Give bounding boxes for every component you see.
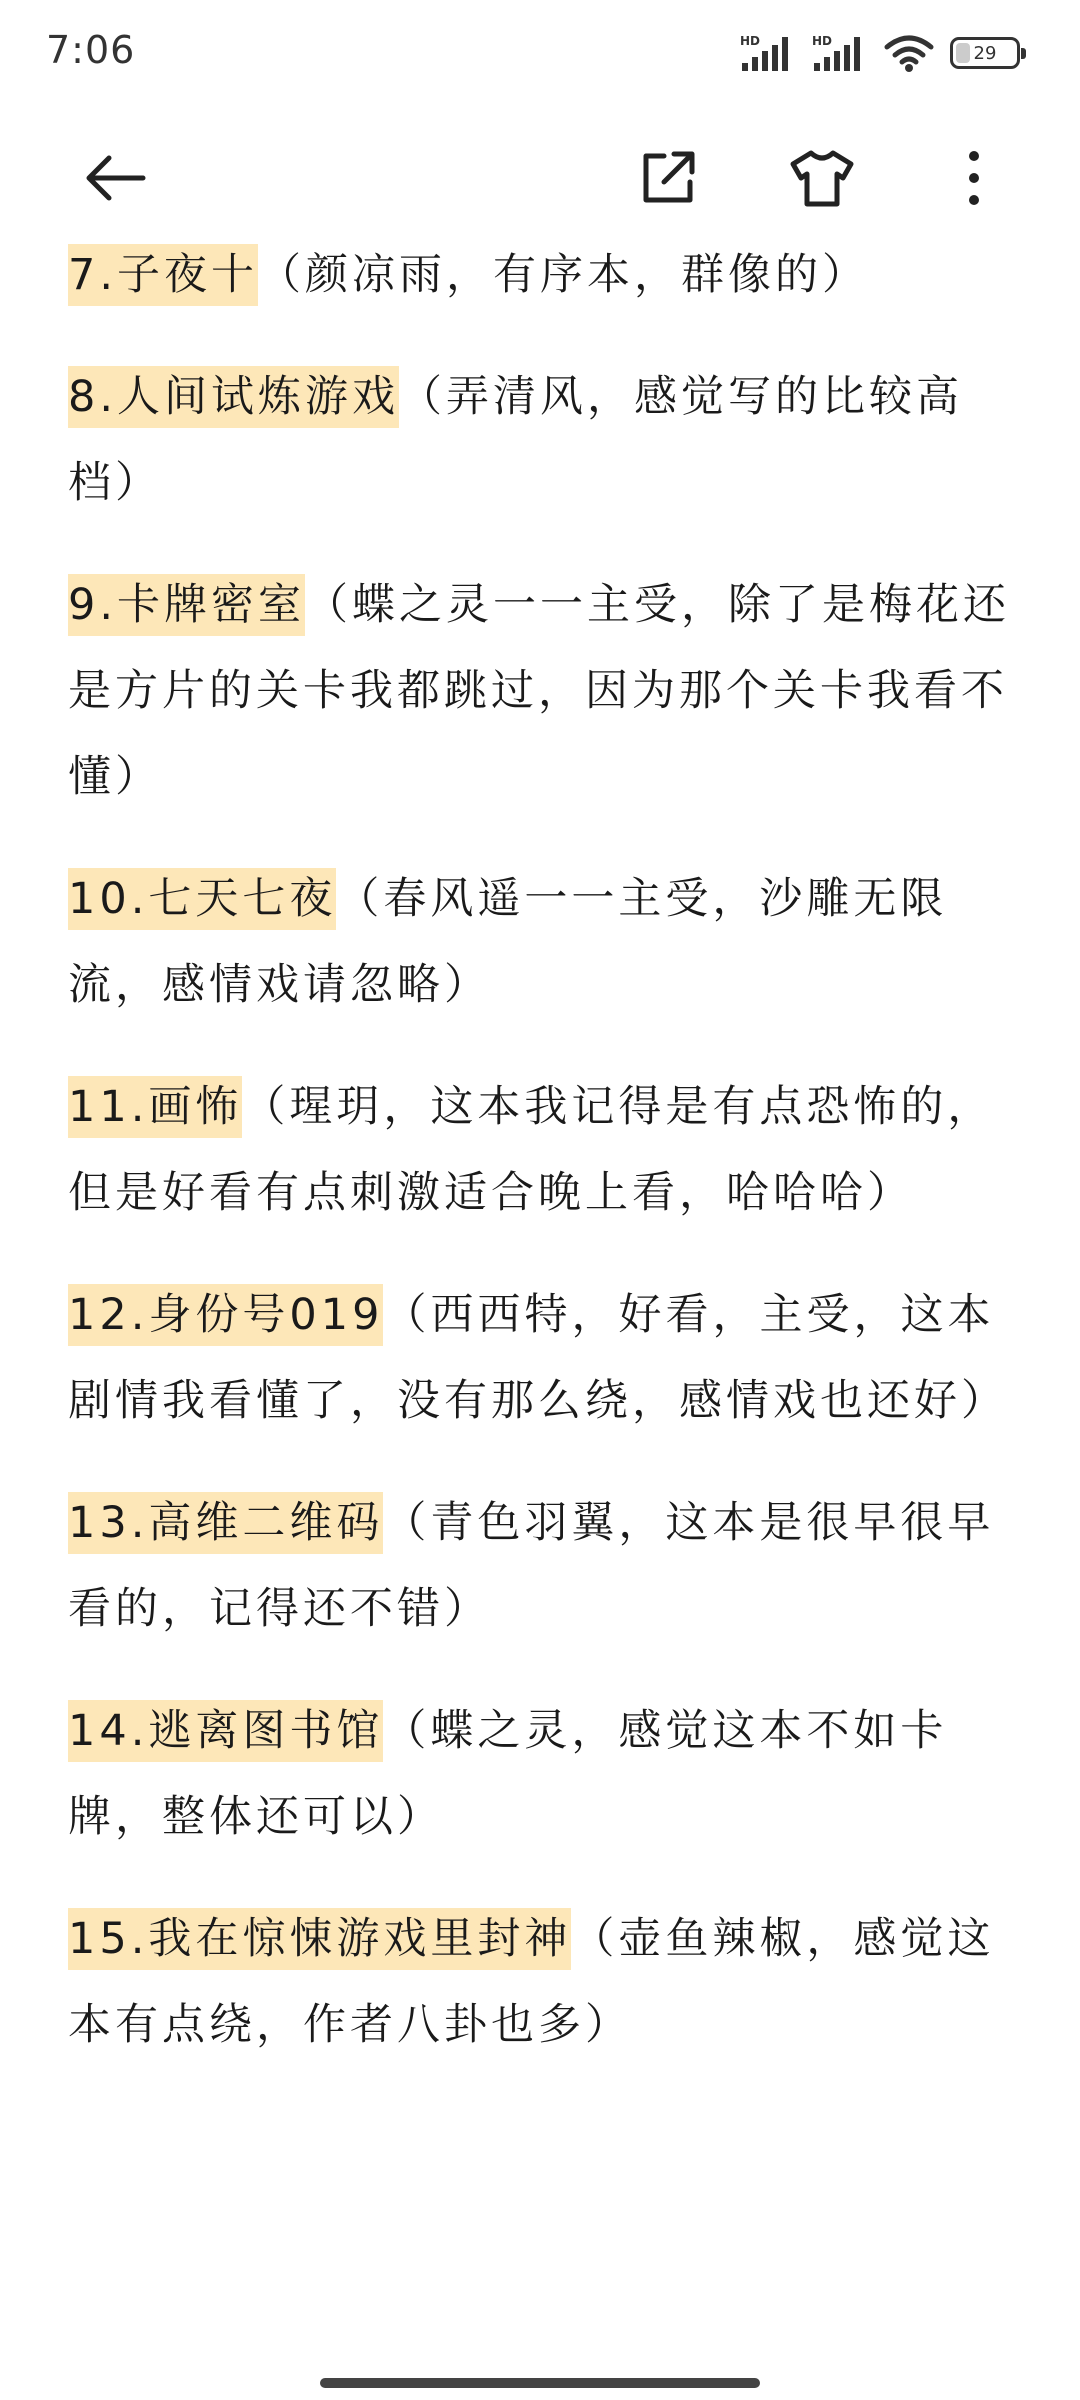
battery-level: 29	[973, 42, 997, 64]
wifi-icon	[884, 33, 934, 73]
network-label: HD	[740, 34, 761, 48]
tshirt-icon	[789, 148, 855, 208]
theme-button[interactable]	[782, 138, 862, 218]
entry-body: （蝶之灵，感觉这本不如卡牌，整体还可以）	[68, 1706, 948, 1842]
share-button[interactable]	[628, 138, 708, 218]
entry-title: 14.逃离图书馆	[68, 1700, 383, 1762]
list-item	[68, 354, 1018, 526]
list-item	[68, 1688, 1018, 1860]
entry-title: 8.人间试炼游戏	[68, 366, 399, 428]
list-item	[68, 562, 1018, 820]
list-item	[68, 856, 1018, 1028]
signal-icon	[740, 33, 796, 73]
list-item	[68, 232, 1018, 318]
list-item	[68, 1896, 1018, 2068]
entry-body: （瑆玥，这本我记得是有点恐怖的，但是好看有点刺激适合晚上看，哈哈哈）	[68, 1082, 995, 1218]
entry-body: （青色羽翼，这本是很早很早看的，记得还不错）	[68, 1498, 995, 1634]
entry-title: 7.子夜十	[68, 244, 258, 306]
entry-title: 13.高维二维码	[68, 1492, 383, 1554]
status-time: 7:06	[46, 28, 136, 72]
entry-title: 15.我在惊悚游戏里封神	[68, 1908, 571, 1970]
network-label: HD	[812, 34, 833, 48]
list-item	[68, 1064, 1018, 1236]
arrow-left-icon	[81, 153, 151, 203]
entry-body: （西西特，好看，主受，这本剧情我看懂了，没有那么绕，感情戏也还好）	[68, 1290, 1008, 1426]
more-vertical-icon	[964, 148, 984, 208]
entry-body: （弄清风，感觉写的比较高档）	[68, 372, 964, 508]
more-button[interactable]	[934, 138, 1014, 218]
toolbar	[0, 120, 1080, 230]
entry-title: 11.画怖	[68, 1076, 242, 1138]
entry-title: 12.身份号019	[68, 1284, 383, 1346]
back-button[interactable]	[76, 138, 156, 218]
signal-icon	[812, 33, 868, 73]
entry-body: （蝶之灵一一主受，除了是梅花还是方片的关卡我都跳过，因为那个关卡我看不懂）	[68, 580, 1011, 802]
note-content[interactable]	[68, 240, 1018, 2104]
list-item	[68, 1480, 1018, 1652]
entry-title: 9.卡牌密室	[68, 574, 305, 636]
share-icon	[638, 148, 698, 208]
entry-body: （颜凉雨，有序本，群像的）	[258, 250, 870, 300]
home-indicator[interactable]	[320, 2378, 760, 2388]
battery-icon	[950, 37, 1020, 69]
list-item	[68, 1272, 1018, 1444]
status-bar	[0, 0, 1080, 100]
entry-title: 10.七天七夜	[68, 868, 336, 930]
entry-body: （壶鱼辣椒，感觉这本有点绕，作者八卦也多）	[68, 1914, 995, 2050]
status-icons	[740, 28, 1020, 78]
entry-body: （春风遥一一主受，沙雕无限流，感情戏请忽略）	[68, 874, 948, 1010]
